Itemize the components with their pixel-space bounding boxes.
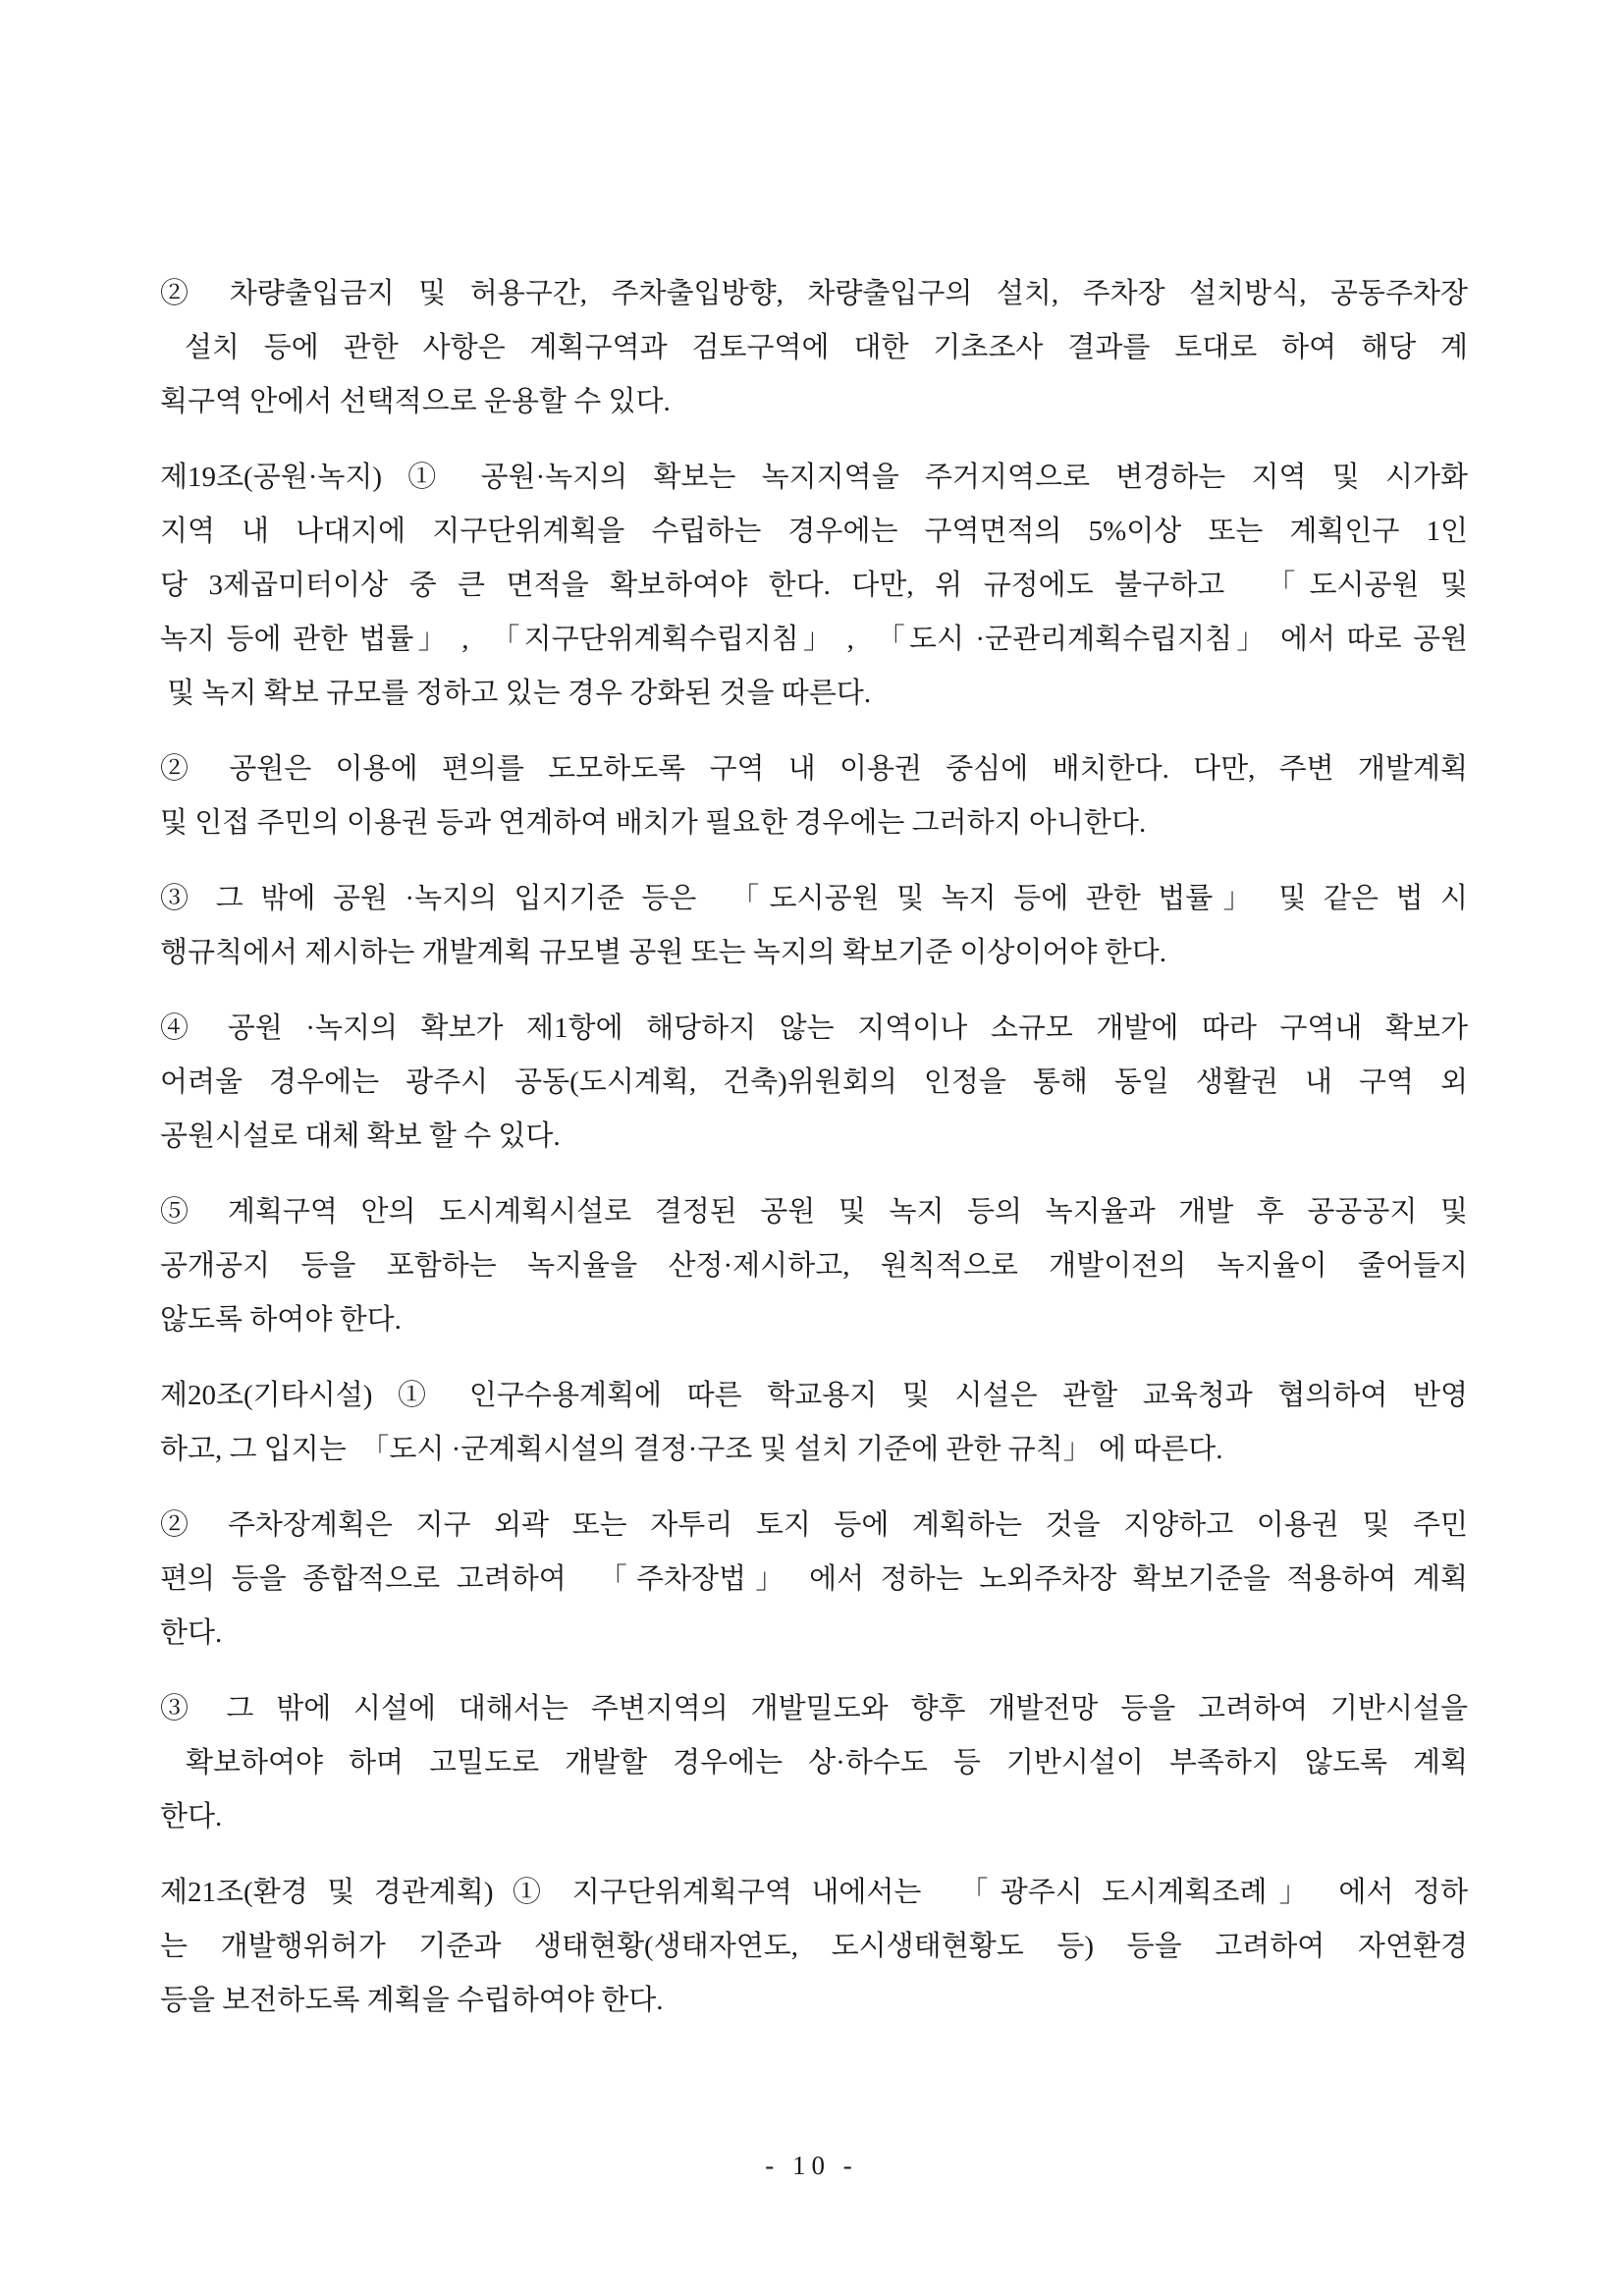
text-line: 행규칙에서 제시하는 개발계획 규모별 공원 또는 녹지의 확보기준 이상이어야 한다. (160, 937, 1166, 968)
paragraph (160, 267, 1468, 429)
text-line: ⑤ 계획구역 안의 도시계획시설로 결정된 공원 및 녹지 등의 녹지율과 개발 후 공공공지 및 (160, 1196, 1468, 1228)
paragraph (160, 1185, 1468, 1347)
text-line: 제19조(공원·녹지) ① 공원·녹지의 확보는 녹지지역을 주거지역으로 변경하는 지역 및 시가화 (160, 462, 1468, 493)
text-line: 한다. (160, 1617, 223, 1649)
text-line: 하고, 그 입지는 「도시 ·군계획시설의 결정·구조 및 설치 기준에 관한 규칙」 에 따른다. (160, 1434, 1223, 1465)
paragraph (160, 1866, 1468, 2028)
paragraph (160, 451, 1468, 721)
text-line: ② 주차장계획은 지구 외곽 또는 자투리 토지 등에 계획하는 것을 지양하고 이용권 및 주민 (160, 1509, 1468, 1541)
text-line: 한다. (160, 1801, 223, 1832)
text-line: ④ 공원 ·녹지의 확보가 제1항에 해당하지 않는 지역이나 소규모 개발에 따라 구역내 확보가 (160, 1012, 1468, 1044)
document-body (160, 267, 1468, 2050)
text-line: 공원시설로 대체 확보 할 수 있다. (160, 1121, 561, 1152)
paragraph (160, 1682, 1468, 1844)
text-line: 및 녹지 확보 규모를 정하고 있는 경우 강화된 것을 따른다. (160, 678, 872, 709)
text-line: 않도록 하여야 한다. (160, 1304, 402, 1336)
text-line: 등을 보전하도록 계획을 수립하여야 한다. (160, 1985, 664, 2016)
text-line: ③ 그 밖에 공원 ·녹지의 입지기준 등은 「도시공원 및 녹지 등에 관한 법률」 및 같은 법 시 (160, 883, 1468, 914)
text-line: 지역 내 나대지에 지구단위계획을 수립하는 경우에는 구역면적의 5%이상 또는 계획인구 1인 (160, 516, 1468, 547)
text-line: 는 개발행위허가 기준과 생태현황(생태자연도, 도시생태현황도 등) 등을 고려하여 자연환경 (160, 1931, 1468, 1962)
text-line: 녹지 등에 관한 법률」 , 「지구단위계획수립지침」 , 「도시 ·군관리계획수립지침」 에서 따로 공원 (160, 624, 1468, 655)
paragraph (160, 742, 1468, 850)
text-line: 어려울 경우에는 광주시 공동(도시계획, 건축)위원회의 인정을 통해 동일 생활권 내 구역 외 (160, 1066, 1468, 1098)
paragraph (160, 1499, 1468, 1661)
text-line: 편의 등을 종합적으로 고려하여 「주차장법」 에서 정하는 노외주차장 확보기준을 적용하여 계획 (160, 1563, 1468, 1595)
text-line: 공개공지 등을 포함하는 녹지율을 산정·제시하고, 원칙적으로 개발이전의 녹지율이 줄어들지 (160, 1250, 1468, 1282)
paragraph (160, 1369, 1468, 1477)
text-line: 제20조(기타시설) ① 인구수용계획에 따른 학교용지 및 시설은 관할 교육청과 협의하여 반영 (160, 1380, 1468, 1411)
text-line: 당 3제곱미터이상 중 큰 면적을 확보하여야 한다. 다만, 위 규정에도 불구하고 「도시공원 및 (160, 570, 1468, 601)
text-line: 및 인접 주민의 이용권 등과 연계하여 배치가 필요한 경우에는 그러하지 아니한다. (160, 807, 1147, 839)
text-line: 획구역 안에서 선택적으로 운용할 수 있다. (160, 386, 671, 417)
text-line: 확보하여야 하며 고밀도로 개발할 경우에는 상·하수도 등 기반시설이 부족하지 않도록 계획 (160, 1747, 1468, 1778)
text-line: ② 공원은 이용에 편의를 도모하도록 구역 내 이용권 중심에 배치한다. 다만, 주변 개발계획 (160, 753, 1468, 785)
paragraph (160, 1002, 1468, 1164)
text-line: 제21조(환경 및 경관계획) ① 지구단위계획구역 내에서는 「광주시 도시계획조례」 에서 정하 (160, 1877, 1468, 1908)
page-number: - 10 - (765, 2151, 858, 2180)
paragraph (160, 872, 1468, 980)
text-line: ② 차량출입금지 및 허용구간, 주차출입방향, 차량출입구의 설치, 주차장 설치방식, 공동주차장 (160, 278, 1468, 309)
text-line: 설치 등에 관한 사항은 계획구역과 검토구역에 대한 기초조사 결과를 토대로 하여 해당 계 (160, 332, 1468, 363)
text-line: ③ 그 밖에 시설에 대해서는 주변지역의 개발밀도와 향후 개발전망 등을 고려하여 기반시설을 (160, 1693, 1468, 1724)
